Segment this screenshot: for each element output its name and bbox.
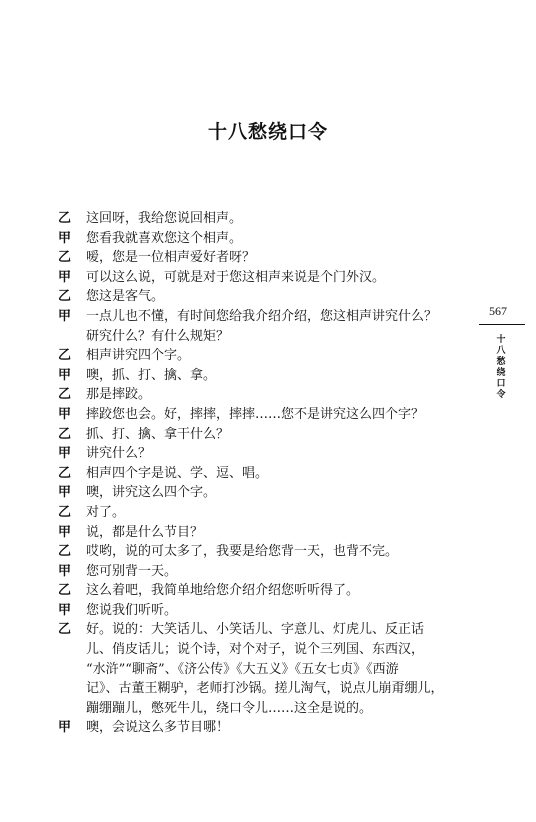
dialogue-line — [58, 581, 473, 601]
dialogue-text: 可以这么说，可就是对于您这相声来说是个门外汉。 — [86, 269, 386, 285]
speaker-label: 甲 — [58, 367, 72, 383]
dialogue-line — [58, 483, 473, 503]
speaker-label: 甲 — [58, 485, 72, 501]
dialogue-text: 一点儿也不懂，有时间您给我介绍介绍，您这相声讲究什么？ — [86, 308, 438, 324]
speaker-label: 甲 — [58, 720, 72, 736]
dialogue-body — [58, 209, 473, 738]
speaker-label: 乙 — [58, 250, 72, 266]
page-title: 十八愁绕口令 — [207, 121, 328, 143]
speaker-label: 乙 — [58, 544, 72, 560]
dialogue-text: 这回呀，我给您说回相声。 — [86, 211, 243, 226]
dialogue-line — [58, 503, 473, 523]
dialogue-text: 嗳，您是一位相声爱好者呀？ — [86, 250, 256, 266]
dialogue-line — [58, 620, 473, 640]
running-header-char: 绕 — [496, 368, 506, 378]
speaker-label: 甲 — [58, 446, 72, 462]
dialogue-line — [58, 268, 473, 288]
dialogue-text: 噢，抓、打、擒、拿。 — [86, 367, 217, 383]
dialogue-text: 那是摔跤。 — [86, 387, 152, 403]
dialogue-text: 儿、俏皮话儿；说个诗，对个对子，说个三列国、东西汉， — [86, 642, 425, 658]
dialogue-line — [58, 718, 473, 738]
dialogue-text: 这么着吧，我简单地给您介绍介绍您听听得了。 — [86, 583, 360, 599]
dialogue-line — [58, 601, 473, 621]
speaker-label: 甲 — [58, 602, 72, 618]
dialogue-text: 噢，会说这么多节目哪！ — [86, 720, 230, 736]
header-rule — [479, 324, 525, 325]
speaker-label: 乙 — [58, 211, 72, 226]
speaker-label: 乙 — [58, 348, 72, 364]
dialogue-line — [58, 523, 473, 543]
speaker-label: 甲 — [58, 563, 72, 579]
speaker-label: 甲 — [58, 406, 72, 422]
dialogue-line — [58, 660, 473, 680]
running-header-char: 口 — [496, 379, 506, 389]
dialogue-text: 您说我们听听。 — [86, 602, 178, 618]
dialogue-text: 抓、打、擒、拿干什么？ — [86, 426, 230, 442]
speaker-label: 甲 — [58, 308, 72, 324]
dialogue-text: “水浒”“聊斋”、《济公传》《大五义》《五女七贞》《西游 — [86, 661, 399, 677]
dialogue-line — [58, 444, 473, 464]
speaker-label: 甲 — [58, 524, 72, 540]
speaker-label: 甲 — [58, 230, 72, 246]
speaker-label: 乙 — [58, 622, 72, 638]
dialogue-line — [58, 405, 473, 425]
dialogue-line — [58, 562, 473, 582]
page-number: 567 — [489, 304, 507, 318]
dialogue-line — [58, 425, 473, 445]
dialogue-text: 研究什么？有什么规矩？ — [86, 328, 230, 344]
dialogue-line — [58, 327, 473, 347]
running-header — [495, 335, 507, 401]
dialogue-text: 您看我就喜欢您这个相声。 — [86, 230, 243, 246]
dialogue-text: 对了。 — [86, 504, 126, 520]
speaker-label: 甲 — [58, 269, 72, 285]
dialogue-text: 蹦绷蹦儿，憋死牛儿，绕口令儿……这全是说的。 — [86, 700, 373, 716]
running-header-char: 八 — [496, 346, 506, 356]
running-header-char: 十 — [496, 335, 506, 345]
dialogue-text: 讲究什么？ — [86, 446, 152, 462]
speaker-label: 乙 — [58, 289, 72, 305]
dialogue-line — [58, 287, 473, 307]
speaker-label: 乙 — [58, 387, 72, 403]
speaker-label: 乙 — [58, 504, 72, 520]
dialogue-text: 记》、古董王糊驴，老师打沙锅。搓儿淘气，说点儿崩甭绷儿， — [86, 681, 444, 697]
dialogue-line — [58, 679, 473, 699]
running-header-char: 令 — [496, 390, 506, 400]
dialogue-text: 好。说的：大笑话儿、小笑话儿、字意儿、灯虎儿、反正话 — [86, 622, 425, 638]
dialogue-text: 您可别背一天。 — [86, 563, 178, 579]
dialogue-line — [58, 640, 473, 660]
speaker-label: 乙 — [58, 583, 72, 599]
dialogue-line — [58, 464, 473, 484]
dialogue-text: 摔跤您也会。好，摔摔，摔摔……您不是讲究这么四个字？ — [86, 406, 425, 422]
dialogue-line — [58, 699, 473, 719]
dialogue-line — [58, 385, 473, 405]
dialogue-line — [58, 366, 473, 386]
dialogue-text: 您这是客气。 — [86, 289, 165, 305]
dialogue-text: 相声四个字是说、学、逗、唱。 — [86, 465, 269, 481]
running-header-char: 愁 — [496, 357, 506, 367]
speaker-label: 乙 — [58, 426, 72, 442]
dialogue-line — [58, 542, 473, 562]
dialogue-line — [58, 346, 473, 366]
dialogue-line — [58, 209, 473, 229]
dialogue-text: 哎哟，说的可太多了，我要是给您背一天，也背不完。 — [86, 544, 399, 560]
dialogue-text: 说，都是什么节目？ — [86, 524, 204, 540]
speaker-label: 乙 — [58, 465, 72, 481]
dialogue-line — [58, 307, 473, 327]
dialogue-text: 相声讲究四个字。 — [86, 348, 191, 364]
dialogue-text: 噢，讲究这么四个字。 — [86, 485, 217, 501]
dialogue-line — [58, 248, 473, 268]
dialogue-line — [58, 229, 473, 249]
